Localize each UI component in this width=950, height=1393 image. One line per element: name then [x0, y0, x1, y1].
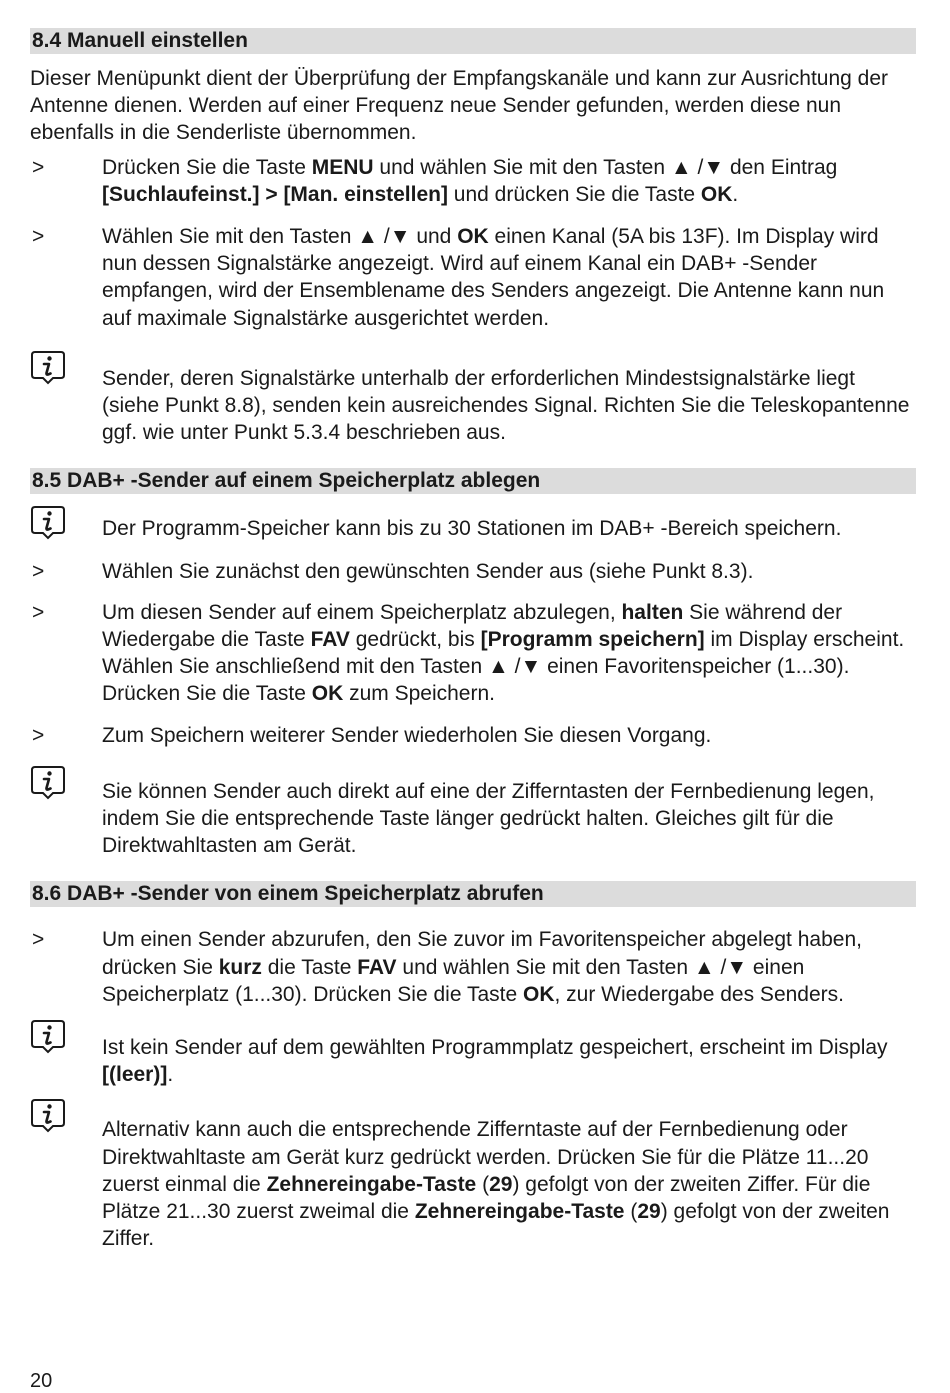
step-marker: > — [32, 559, 45, 583]
info-icon — [30, 504, 66, 540]
info-icon — [30, 764, 66, 800]
info-note: Alternativ kann auch die entsprechende Zifferntaste auf der Fernbedienung oder Direktwahltaste am Gerät kurz gedrückt werden. Drücken Sie für die Plätze 11...20 zuerst einmal die Zehnereingabe-Taste (29) gefolgt von der zweiten Ziffer. Für die Plätze 21...30 zuerst zweimal die Zehnereingabe-Taste (29) gefolgt von der zweiten Ziffer. — [30, 1097, 916, 1252]
section-heading-8-5: 8.5 DAB+ -Sender auf einem Speicherplatz ablegen — [30, 468, 916, 494]
info-note: Ist kein Sender auf dem gewählten Programmplatz gespeichert, erscheint im Display [(leer)]. — [30, 1018, 916, 1088]
info-note: Sender, deren Signalstärke unterhalb der erforderlichen Mindestsignalstärke liegt (siehe Punkt 8.8), senden kein ausreichendes Signal. Richten Sie die Teleskopantenne ggf. wie unter Punkt 5.3.4 beschrieben aus. — [30, 349, 916, 447]
step-marker: > — [32, 225, 45, 249]
instruction-step: > Zum Speichern weiterer Sender wiederholen Sie diesen Vorgang. — [30, 722, 916, 749]
step-marker: > — [32, 600, 45, 624]
section-heading-8-6: 8.6 DAB+ -Sender von einem Speicherplatz abrufen — [30, 881, 916, 907]
section-heading-8-4: 8.4 Manuell einstellen — [30, 28, 916, 54]
info-note: Der Programm-Speicher kann bis zu 30 Stationen im DAB+ -Bereich speichern. — [30, 504, 916, 542]
step-marker: > — [32, 155, 45, 179]
info-icon — [30, 1018, 66, 1054]
step-marker: > — [32, 928, 45, 952]
page-number: 20 — [30, 1370, 53, 1392]
info-icon — [30, 349, 66, 385]
step-marker: > — [32, 723, 45, 747]
info-note: Sie können Sender auch direkt auf eine der Zifferntasten der Fernbedienung legen, indem Sie die entsprechende Taste länger gedrückt halten. Gleiches gilt für die Direktwahltasten am Gerät. — [30, 764, 916, 860]
intro-paragraph: Dieser Menüpunkt dient der Überprüfung der Empfangskanäle und kann zur Ausrichtung der Antenne dienen. Werden auf einer Frequenz neue Sender gefunden, werden diese nun ebenfalls in die Senderliste übernommen. — [30, 67, 889, 145]
instruction-step: > Wählen Sie mit den Tasten ▲ /▼ und OK einen Kanal (5A bis 13F). Im Display wird nun dessen Signalstärke angezeigt. Wird auf einem Kanal ein DAB+ -Sender empfangen, wird der Ensemblename des Senders angezeigt. Die Antenne kann nun auf maximale Signalstärke ausgerichtet werden. — [32, 225, 885, 330]
instruction-step: > Wählen Sie zunächst den gewünschten Sender aus (siehe Punkt 8.3). — [30, 558, 916, 585]
manual-page — [30, 28, 916, 1253]
instruction-step: > Um einen Sender abzurufen, den Sie zuvor im Favoritenspeicher abgelegt haben, drücken Sie kurz die Taste FAV und wählen Sie mit den Tasten ▲ /▼ einen Speicherplatz (1...30). Drücken Sie die Taste OK, zur Wiedergabe des Senders. — [32, 928, 862, 1006]
instruction-step: > Um diesen Sender auf einem Speicherplatz abzulegen, halten Sie während der Wiedergabe die Taste FAV gedrückt, bis [Programm speichern] im Display erscheint. Wählen Sie anschließend mit den Tasten ▲ /▼ einen Favoritenspeicher (1...30). Drücken Sie die Taste OK zum Speichern. — [32, 600, 905, 706]
instruction-step: > Drücken Sie die Taste MENU und wählen Sie mit den Tasten ▲ /▼ den Eintrag [Suchlaufeinst.] > [Man. einstellen] und drücken Sie die Taste OK. — [32, 155, 838, 206]
info-icon — [30, 1097, 66, 1133]
